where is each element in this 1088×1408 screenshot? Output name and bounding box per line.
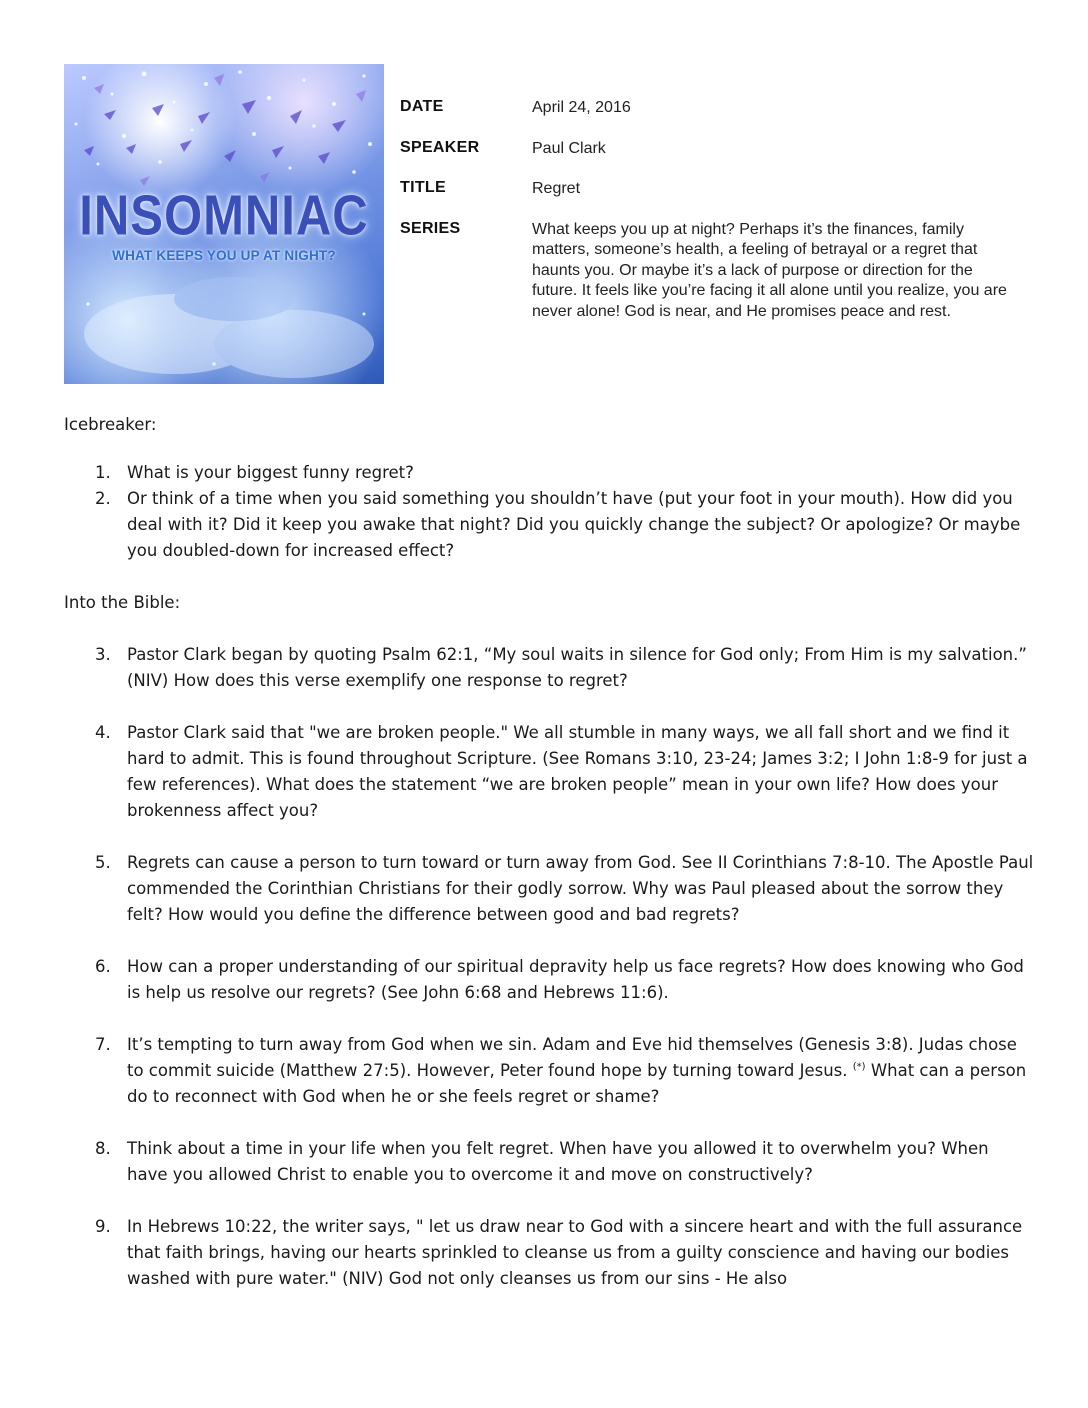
series-cover-image (64, 64, 384, 384)
question-text-part: It’s tempting to turn away from God when we sin. Adam and Eve hid themselves (Genesis 3:8). Judas chose to commit suicide (Matthew 27:5). However, Peter found hope by turning toward Jesus. (127, 1035, 1017, 1080)
question-number: 5. (95, 853, 111, 872)
question-text (127, 1035, 1026, 1106)
question-text: What is your biggest funny regret? (127, 463, 414, 482)
question-item (64, 1136, 1034, 1188)
sermon-metadata (400, 98, 1040, 342)
date-value: April 24, 2016 (532, 99, 631, 116)
question-text: Pastor Clark said that "we are broken people." We all stumble in many ways, we all fall short and we find it hard to admit. This is found throughout Scripture. (See Romans 3:10, 23-24; James 3:2; I John 1:8-9 for just a few references). What does the statement “we are broken people” mean in your own life? How does your brokenness affect you? (127, 723, 1028, 820)
icebreaker-questions (64, 460, 1034, 564)
question-text-part: What can a person do to reconnect with God when he or she feels regret or shame? (127, 1061, 1027, 1106)
question-item (64, 1214, 1034, 1292)
speaker-label: SPEAKER (400, 138, 480, 156)
question-number: 6. (95, 957, 111, 976)
question-text: Think about a time in your life when you felt regret. When have you allowed it to overwhelm you? When have you allowed Christ to enable you to overcome it and move on constructively? (127, 1139, 989, 1184)
title-label: TITLE (400, 179, 446, 196)
question-text: In Hebrews 10:22, the writer says, " let us draw near to God with a sincere heart and with the full assurance that faith brings, having our hearts sprinkled to cleanse us from a guilty conscience and having our bodies washed with pure water." (NIV) God not only cleanses us from our sins - He also (127, 1217, 1023, 1288)
question-item (64, 720, 1034, 824)
meta-row-speaker (400, 139, 1040, 160)
question-number: 2. (95, 489, 111, 508)
icebreaker-heading: Icebreaker: (64, 415, 157, 434)
question-text: How can a proper understanding of our spiritual depravity help us face regrets? How does knowing who God is help us resolve our regrets? (See John 6:68 and Hebrews 11:6). (127, 957, 1024, 1002)
meta-row-series (400, 220, 1040, 323)
question-item (64, 850, 1034, 928)
title-value: Regret (532, 180, 581, 197)
question-number: 3. (95, 645, 111, 664)
date-label: DATE (400, 98, 444, 115)
meta-row-date (400, 98, 1040, 119)
question-number: 8. (95, 1139, 111, 1158)
question-number: 9. (95, 1217, 111, 1236)
question-item (64, 1032, 1034, 1110)
question-text: Pastor Clark began by quoting Psalm 62:1, “My soul waits in silence for God only; From Him is my salvation.” (NIV) How does this verse exemplify one response to regret? (127, 645, 1027, 690)
question-text: Or think of a time when you said something you shouldn’t have (put your foot in your mouth). How did you deal with it? Did it keep you awake that night? Did you quickly change the subject? Or apologize? Or maybe you doubled-down for increased effect? (127, 489, 1021, 560)
meta-row-title (400, 179, 1040, 200)
footnote-marker: (*) (852, 1061, 866, 1073)
speaker-value: Paul Clark (532, 139, 606, 157)
series-description: What keeps you up at night? Perhaps it’s the finances, family matters, someone’s health, a feeling of betrayal or a regret that haunts you. Or maybe it’s a lack of purpose or direction for the future. It feels like you’re facing it all alone until you realize, you are never alone! God is near, and He promises peace and rest. (532, 220, 1007, 320)
series-label: SERIES (400, 219, 461, 237)
bible-questions (64, 642, 1034, 1292)
question-item (64, 954, 1034, 1006)
into-the-bible-heading: Into the Bible: (64, 593, 181, 612)
question-item (64, 486, 1034, 564)
cover-title: INSOMNIAC (79, 184, 369, 248)
cover-tagline: WHAT KEEPS YOU UP AT NIGHT? (112, 248, 336, 263)
question-number: 7. (95, 1035, 111, 1054)
question-item (64, 642, 1034, 694)
question-number: 1. (95, 463, 111, 482)
question-item (64, 460, 1034, 486)
discussion-guide (64, 412, 1034, 1318)
question-number: 4. (95, 723, 111, 742)
question-text: Regrets can cause a person to turn toward or turn away from God. See II Corinthians 7:8-10. The Apostle Paul commended the Corinthian Christians for their godly sorrow. Why was Paul pleased about the sorrow they felt? How would you define the difference between good and bad regrets? (127, 853, 1034, 924)
